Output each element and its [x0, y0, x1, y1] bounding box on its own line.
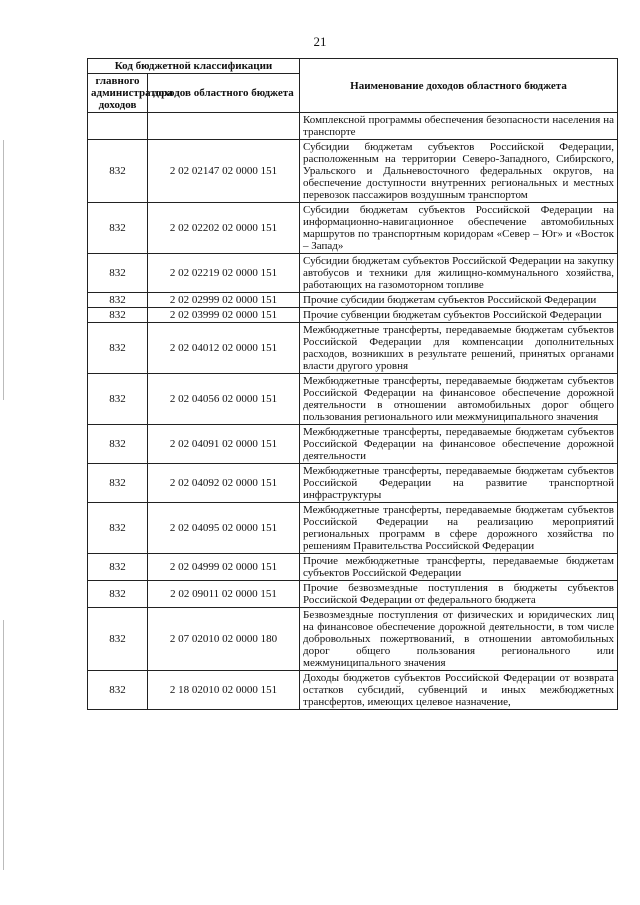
revenue-code-cell: 2 02 04092 02 0000 151 [148, 464, 300, 503]
table-row [88, 254, 618, 293]
admin-code-cell: 832 [88, 425, 148, 464]
revenue-code-cell: 2 02 02219 02 0000 151 [148, 254, 300, 293]
classification-code-header: Код бюджетной классификации [88, 59, 300, 74]
table-row [88, 203, 618, 254]
admin-code-cell: 832 [88, 503, 148, 554]
revenue-name-cell: Межбюджетные трансферты, передаваемые бюджетам субъектов Российской Федерации на финансовое обеспечение дорожной деятельности [300, 425, 618, 464]
revenue-code-cell: 2 02 02202 02 0000 151 [148, 203, 300, 254]
revenue-code-cell: 2 02 02147 02 0000 151 [148, 140, 300, 203]
revenue-code-cell: 2 07 02010 02 0000 180 [148, 608, 300, 671]
revenue-name-cell: Межбюджетные трансферты, передаваемые бюджетам субъектов Российской Федерации для компенсации дополнительных расходов, возникших в результате решений, принятых органами власти другого уровня [300, 323, 618, 374]
table-row [88, 464, 618, 503]
admin-code-cell: 832 [88, 554, 148, 581]
revenue-code-cell: 2 02 04012 02 0000 151 [148, 323, 300, 374]
admin-code-cell: 832 [88, 671, 148, 710]
revenue-name-cell: Комплексной программы обеспечения безопасности населения на транспорте [300, 113, 618, 140]
main-administrator-header: главного администратора доходов [88, 74, 148, 113]
admin-code-cell: 832 [88, 203, 148, 254]
admin-code-cell: 832 [88, 464, 148, 503]
revenue-name-cell: Прочие безвозмездные поступления в бюджеты субъектов Российской Федерации от федерального бюджета [300, 581, 618, 608]
admin-code-cell: 832 [88, 581, 148, 608]
revenue-name-cell: Прочие субвенции бюджетам субъектов Российской Федерации [300, 308, 618, 323]
table-row [88, 113, 618, 140]
scan-margin-mark [3, 140, 4, 400]
scan-margin-mark [3, 620, 4, 870]
admin-code-cell: 832 [88, 308, 148, 323]
admin-code-cell [88, 113, 148, 140]
admin-code-cell: 832 [88, 140, 148, 203]
table-row [88, 503, 618, 554]
revenue-code-cell: 2 02 04091 02 0000 151 [148, 425, 300, 464]
revenue-name-cell: Прочие субсидии бюджетам субъектов Российской Федерации [300, 293, 618, 308]
table-row [88, 140, 618, 203]
revenue-code-cell: 2 18 02010 02 0000 151 [148, 671, 300, 710]
table-row [88, 374, 618, 425]
revenue-code-cell: 2 02 04056 02 0000 151 [148, 374, 300, 425]
admin-code-cell: 832 [88, 608, 148, 671]
admin-code-cell: 832 [88, 293, 148, 308]
revenue-code-cell: 2 02 04095 02 0000 151 [148, 503, 300, 554]
revenue-code-cell: 2 02 04999 02 0000 151 [148, 554, 300, 581]
revenue-code-cell [148, 113, 300, 140]
revenue-code-header: доходов областного бюджета [148, 74, 300, 113]
revenue-name-cell: Межбюджетные трансферты, передаваемые бюджетам субъектов Российской Федерации на финансовое обеспечение дорожной деятельности в отношении автомобильных дорог общего пользования регионального или межмуниципального значения [300, 374, 618, 425]
revenue-name-cell: Доходы бюджетов субъектов Российской Федерации от возврата остатков субсидий, субвенций и иных межбюджетных трансфертов, имеющих целевое назначение, [300, 671, 618, 710]
table-row [88, 671, 618, 710]
revenue-code-cell: 2 02 09011 02 0000 151 [148, 581, 300, 608]
table-row [88, 608, 618, 671]
revenue-name-cell: Межбюджетные трансферты, передаваемые бюджетам субъектов Российской Федерации на реализацию мероприятий региональных программ в сфере дорожного хозяйства по решениям Правительства Российской Федерации [300, 503, 618, 554]
table-row [88, 554, 618, 581]
admin-code-cell: 832 [88, 374, 148, 425]
table-row [88, 323, 618, 374]
revenue-name-cell: Безвозмездные поступления от физических и юридических лиц на финансовое обеспечение дорожной деятельности, в том числе добровольных пожертвований, в отношении автомобильных дорог общего пользования регионального или межмуниципального значения [300, 608, 618, 671]
table-row [88, 425, 618, 464]
revenue-name-cell: Субсидии бюджетам субъектов Российской Федерации, расположенным на территории Северо-Западного, Сибирского, Уральского и Дальневосточного федеральных округов, на обеспечение доступности внутренних региональных и местных перевозок пассажиров воздушным транспортом [300, 140, 618, 203]
revenue-name-header: Наименование доходов областного бюджета [300, 59, 618, 113]
revenue-code-cell: 2 02 02999 02 0000 151 [148, 293, 300, 308]
revenue-name-cell: Прочие межбюджетные трансферты, передаваемые бюджетам субъектов Российской Федерации [300, 554, 618, 581]
admin-code-cell: 832 [88, 254, 148, 293]
admin-code-cell: 832 [88, 323, 148, 374]
revenue-code-cell: 2 02 03999 02 0000 151 [148, 308, 300, 323]
table-row [88, 581, 618, 608]
page-number: 21 [313, 34, 327, 49]
revenue-name-cell: Субсидии бюджетам субъектов Российской Федерации на закупку автобусов и техники для жилищно-коммунального хозяйства, работающих на газомоторном топливе [300, 254, 618, 293]
table-row [88, 308, 618, 323]
revenue-name-cell: Субсидии бюджетам субъектов Российской Федерации на информационно-навигационное обеспечение автомобильных маршрутов по транспортным коридорам «Север – Юг» и «Восток – Запад» [300, 203, 618, 254]
header-row [88, 59, 618, 74]
revenue-name-cell: Межбюджетные трансферты, передаваемые бюджетам субъектов Российской Федерации на развитие транспортной инфраструктуры [300, 464, 618, 503]
budget-classification-table [87, 58, 618, 710]
table-row [88, 293, 618, 308]
